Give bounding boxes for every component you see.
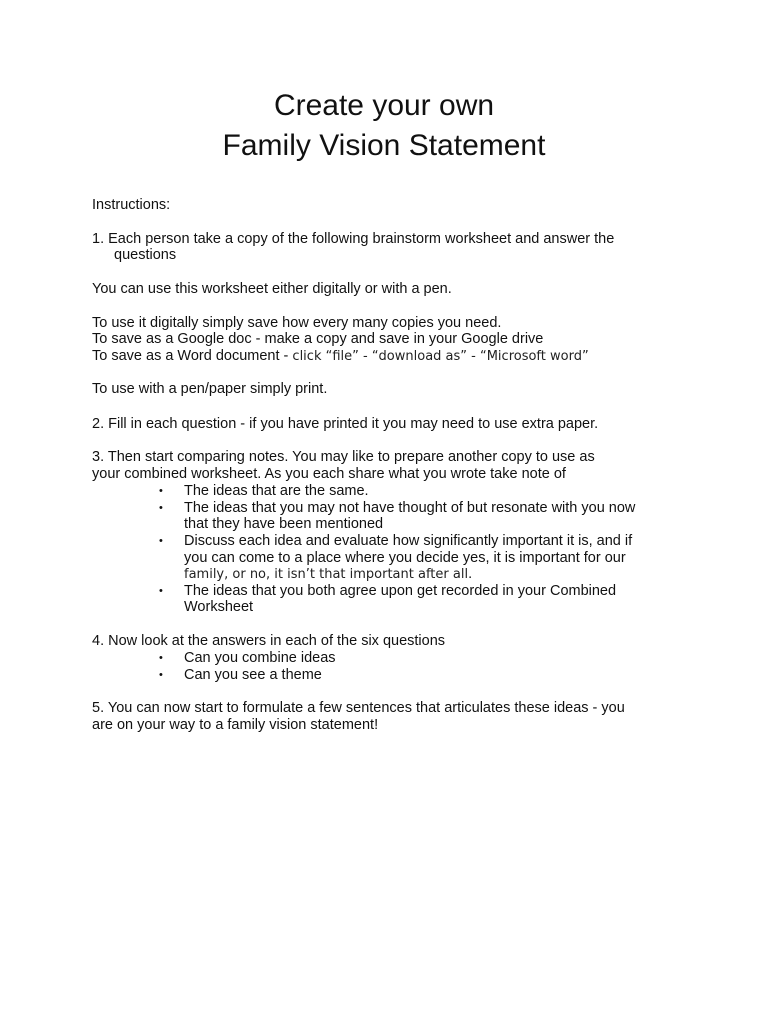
step-3-bullet-2-line-2: that they have been mentioned [184,516,384,532]
step-4-bullet-1: Can you combine ideas [184,650,336,666]
digital-or-pen-text: You can use this worksheet either digitally or with a pen. [92,281,452,297]
instructions-label: Instructions: [92,197,171,213]
step-3-bullet-2-line-1: The ideas that you may not have thought of but resonate with you now [184,500,636,516]
step-1-line-1: 1. Each person take a copy of the following brainstorm worksheet and answer the [92,231,615,247]
title-line-1: Create your own [273,89,495,122]
word-doc-text [92,348,589,366]
pen-use-text: To use with a pen/paper simply print. [92,381,328,397]
bullet-icon: • [159,535,163,547]
bullet-icon: • [159,585,163,597]
digital-use-text: To use it digitally simply save how every many copies you need. [92,315,502,331]
google-doc-text: To save as a Google doc - make a copy and save in your Google drive [92,331,544,347]
step-3-bullet-3-line-1: Discuss each idea and evaluate how significantly important it is, and if [184,533,633,549]
bullet-icon: • [159,485,163,497]
word-doc-steps: click “file” - “download as” - “Microsoft word” [292,349,589,364]
step-3-bullet-3-line-2: you can come to a place where you decide yes, it is important for our [184,550,626,566]
step-3-bullet-3-line-3 [184,566,472,584]
title-line-2: Family Vision Statement [222,129,546,162]
bullet-icon: • [159,669,163,681]
step-1-line-2: questions [114,247,177,263]
step-5-line-2: are on your way to a family vision statement! [92,717,379,733]
bullet-icon: • [159,652,163,664]
bullet-icon: • [159,502,163,514]
step-3-line-1: 3. Then start comparing notes. You may like to prepare another copy to use as [92,449,595,465]
step-5-line-1: 5. You can now start to formulate a few sentences that articulates these ideas - you [92,700,625,716]
step-3-line-2: your combined worksheet. As you each share what you wrote take note of [92,466,566,482]
step-4-bullet-2: Can you see a theme [184,667,322,683]
step-3-bullet-3-alt-text: family, or no, it isn’t that important after all [184,567,469,582]
step-4-text: 4. Now look at the answers in each of the six questions [92,633,446,649]
step-3-bullet-4-line-2: Worksheet [184,599,254,615]
step-3-bullet-4-line-1: The ideas that you both agree upon get recorded in your Combined [184,583,617,599]
step-3-bullet-1: The ideas that are the same. [184,483,369,499]
step-3-bullet-3-period: . [468,566,473,582]
word-doc-prefix: To save as a Word document - [92,348,293,364]
step-2-text: 2. Fill in each question - if you have printed it you may need to use extra paper. [92,416,599,432]
